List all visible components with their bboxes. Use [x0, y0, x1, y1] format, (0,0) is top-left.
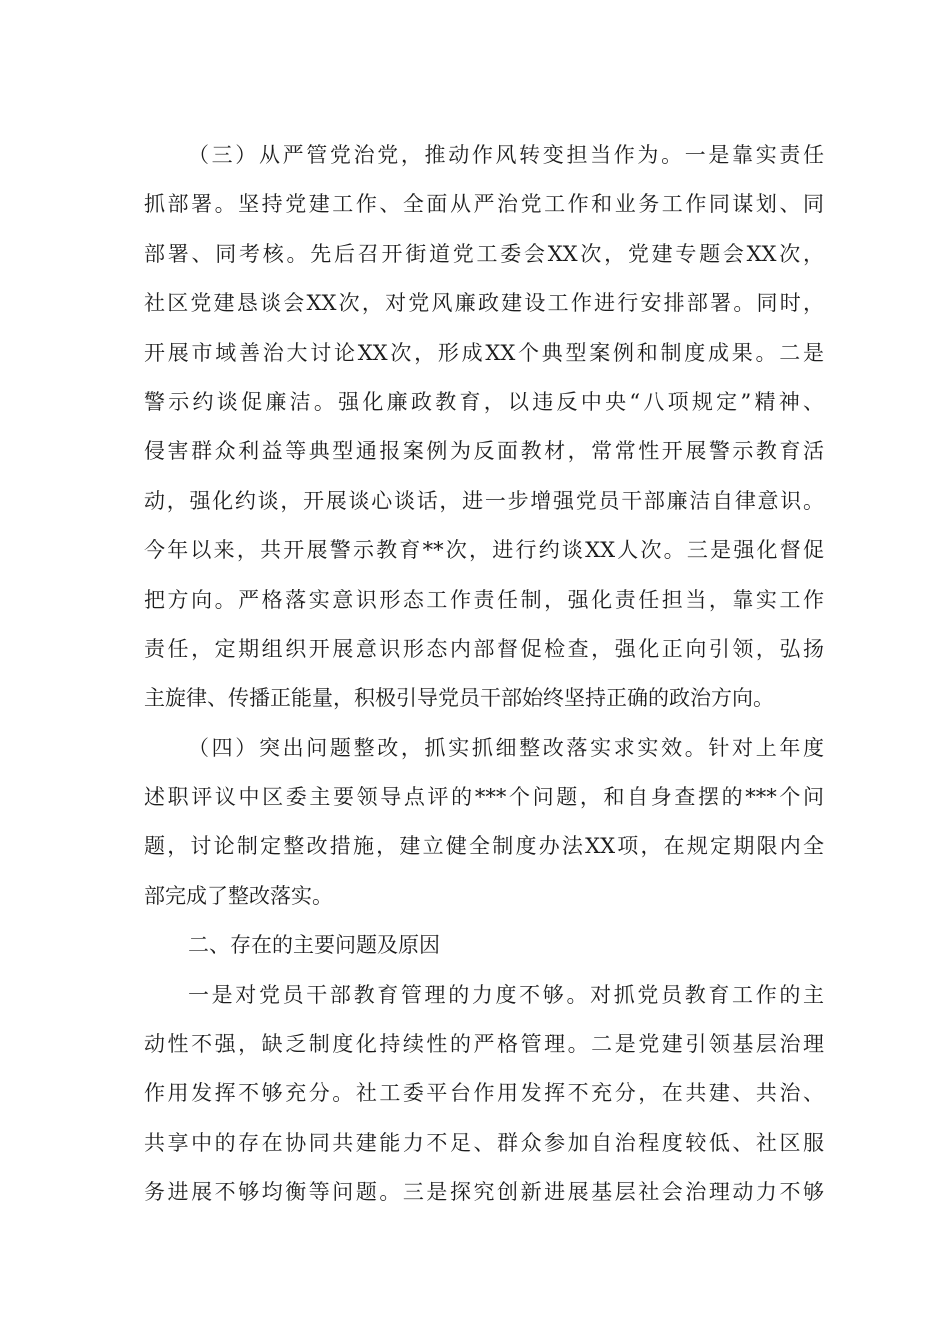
text-line: 今年以来，共开展警示教育**次，进行约谈XX人次。三是强化督促: [144, 538, 824, 563]
text-line: 作用发挥不够充分。社工委平台作用发挥不充分，在共建、共治、: [144, 1081, 824, 1106]
text-line: 开展市域善治大讨论XX次，形成XX个典型案例和制度成果。二是: [144, 340, 824, 365]
text-line: 把方向。严格落实意识形态工作责任制，强化责任担当，靠实工作: [144, 587, 824, 612]
text-line: （四）突出问题整改，抓实抓细整改落实求实效。针对上年度: [188, 735, 824, 760]
text-line: 警示约谈促廉洁。强化廉政教育，以违反中央“八项规定”精神、: [144, 389, 824, 414]
text-line: 主旋律、传播正能量，积极引导党员干部始终坚持正确的政治方向。: [144, 686, 774, 711]
text-line: 务进展不够均衡等问题。三是探究创新进展基层社会治理动力不够: [144, 1180, 824, 1205]
text-line: 侵害群众利益等典型通报案例为反面教材，常常性开展警示教育活: [144, 439, 824, 464]
text-line: 共享中的存在协同共建能力不足、群众参加自治程度较低、社区服: [144, 1130, 824, 1155]
text-line: 部完成了整改落实。: [144, 883, 333, 908]
text-line: 题，讨论制定整改措施，建立健全制度办法XX项，在规定期限内全: [144, 834, 824, 859]
section-heading: 二、存在的主要问题及原因: [188, 933, 440, 958]
text-line: 动，强化约谈，开展谈心谈话，进一步增强党员干部廉洁自律意识。: [144, 488, 824, 513]
text-line: 抓部署。坚持党建工作、全面从严治党工作和业务工作同谋划、同: [144, 192, 824, 217]
text-line: （三）从严管党治党，推动作风转变担当作为。一是靠实责任: [188, 143, 824, 167]
text-line: 动性不强，缺乏制度化持续性的严格管理。二是党建引领基层治理: [144, 1032, 824, 1057]
text-line: 社区党建恳谈会XX次，对党风廉政建设工作进行安排部署。同时，: [144, 291, 824, 316]
text-line: 述职评议中区委主要领导点评的***个问题，和自身查摆的***个问: [144, 785, 824, 810]
document-body: [144, 131, 824, 1218]
text-line: 部署、同考核。先后召开街道党工委会XX次，党建专题会XX次，: [144, 241, 824, 266]
text-line: 一是对党员干部教育管理的力度不够。对抓党员教育工作的主: [188, 982, 824, 1007]
text-line: 责任，定期组织开展意识形态内部督促检查，强化正向引领，弘扬: [144, 636, 824, 661]
